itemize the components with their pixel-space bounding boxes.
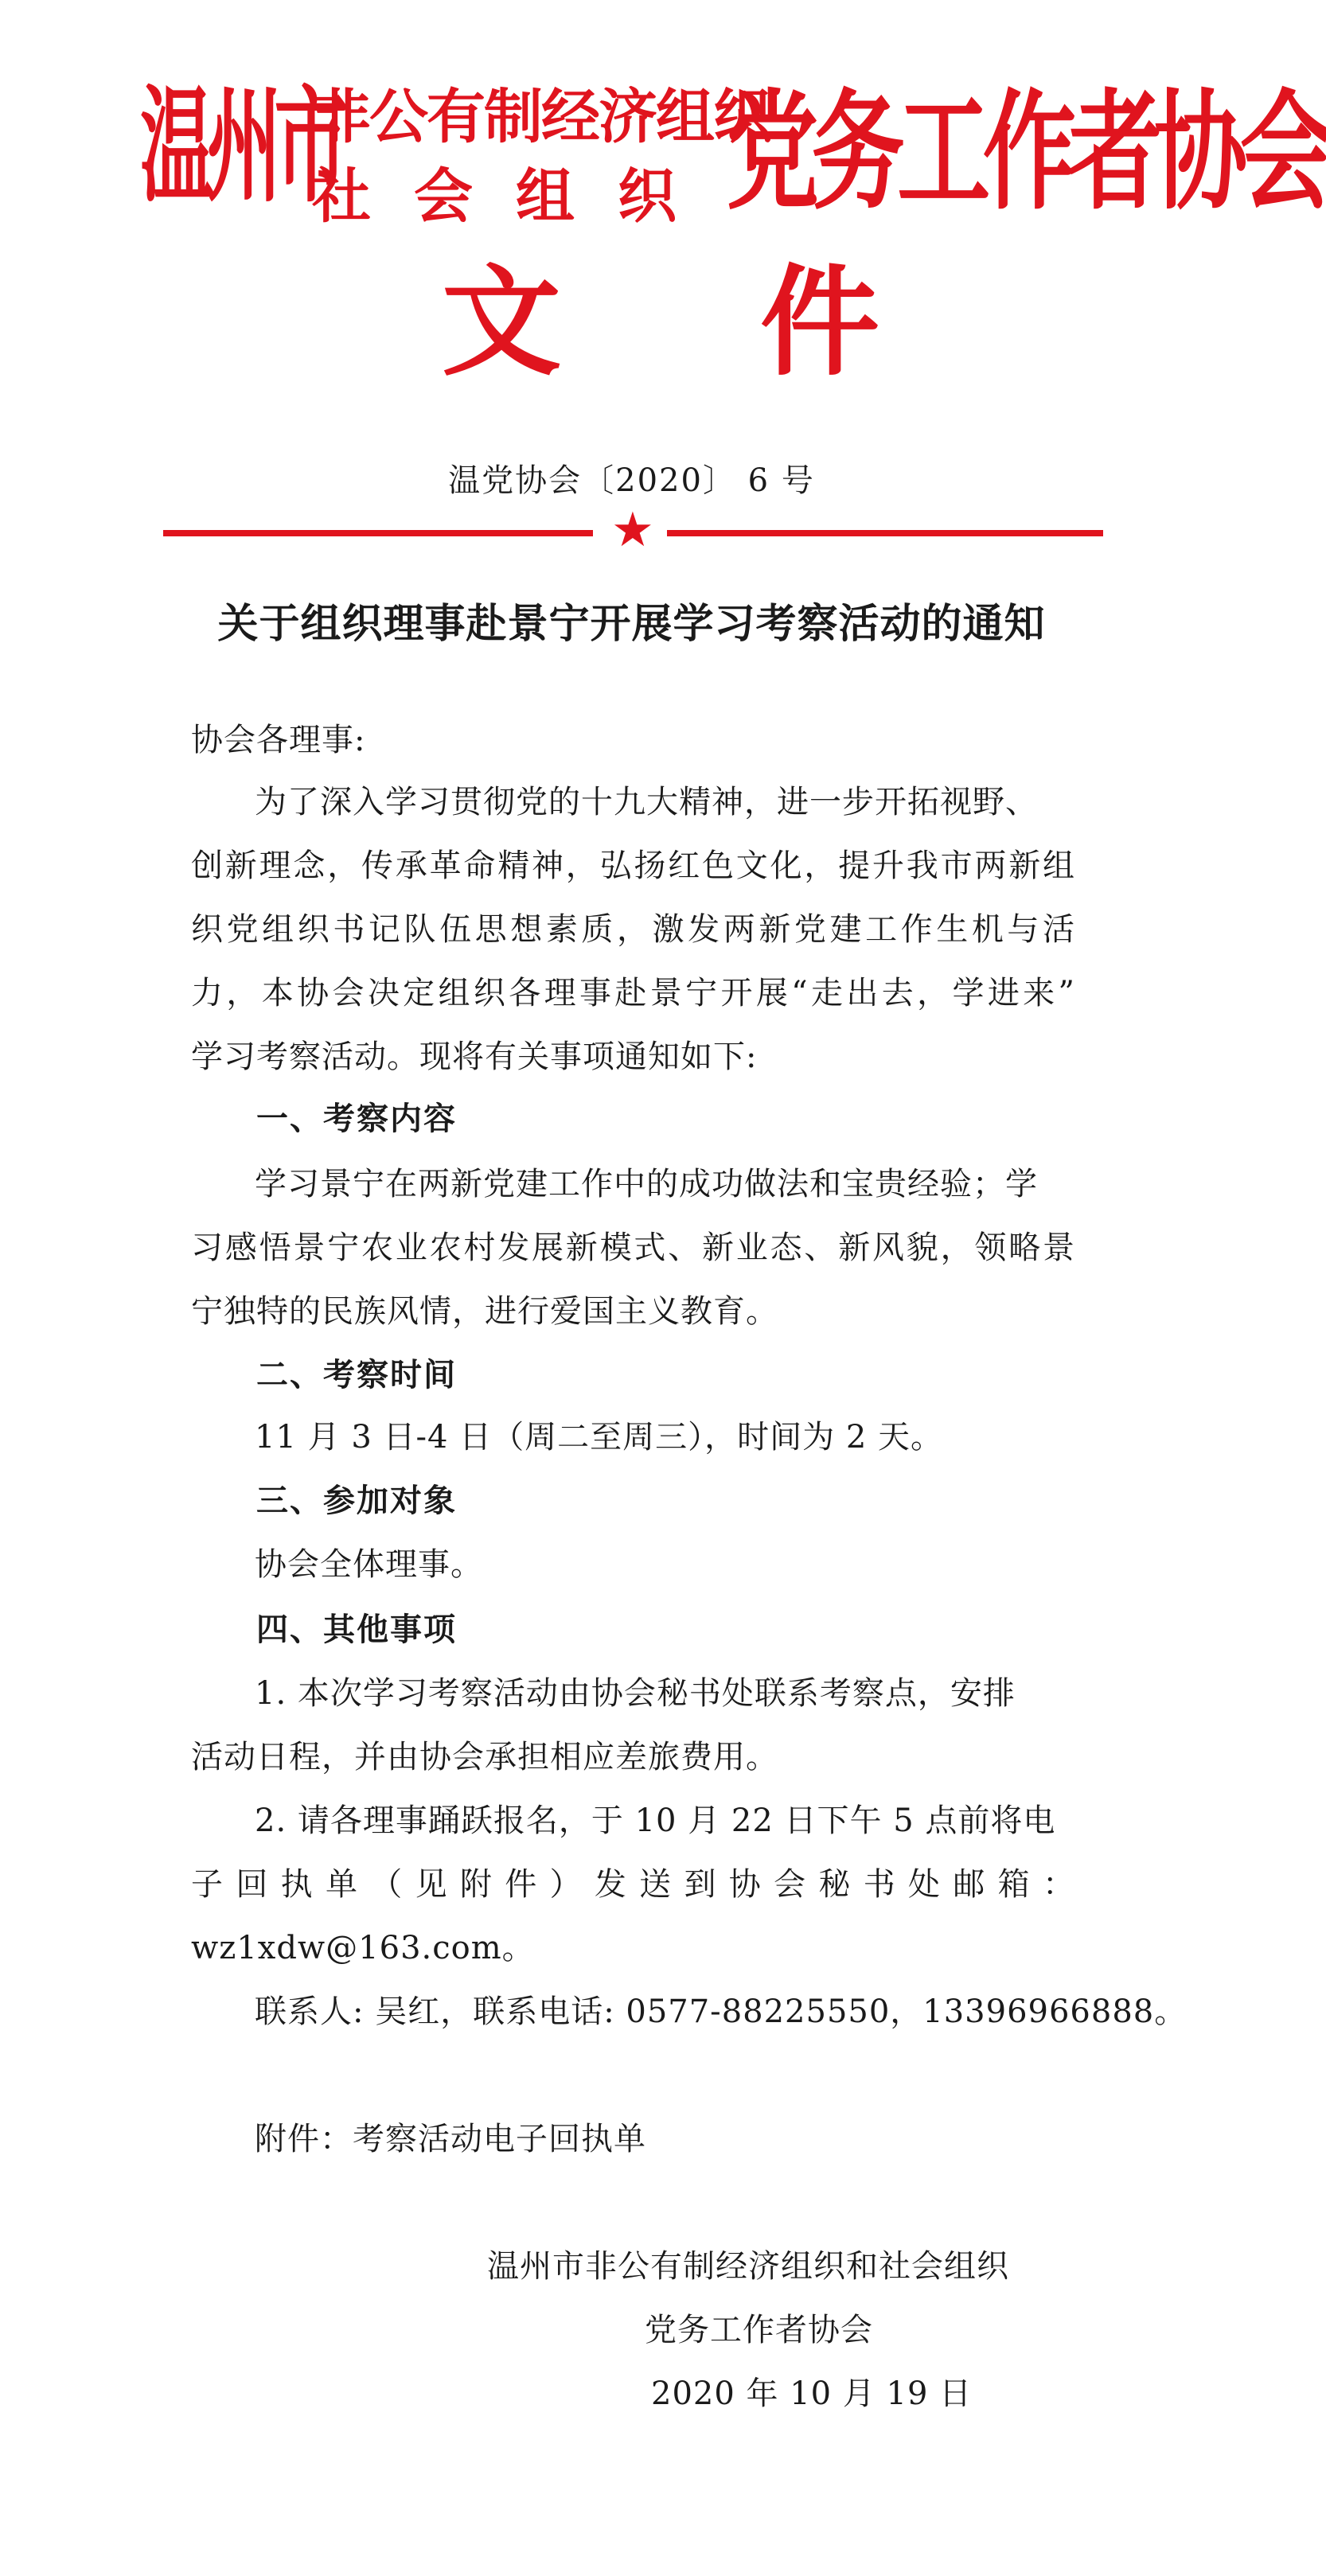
- header-line-1: 非公有制经济组织: [312, 83, 770, 151]
- section-line: 学习景宁在两新党建工作中的成功做法和宝贵经验；学: [255, 1166, 1038, 1202]
- intro-line: 创新理念，传承革命精神，弘扬红色文化，提升我市两新组: [191, 848, 1074, 884]
- intro-line: 织党组织书记队伍思想素质，激发两新党建工作生机与活: [191, 911, 1074, 948]
- section-line: 宁独特的民族风情，进行爱国主义教育。: [191, 1293, 778, 1330]
- email-line: wz1xdw@163.com。: [191, 1930, 535, 1966]
- section-heading: 四、其他事项: [256, 1611, 457, 1648]
- red-rule-right: [667, 530, 1103, 536]
- section-line: 2. 请各理事踊跃报名，于 10 月 22 日下午 5 点前将电: [255, 1802, 1056, 1839]
- section-line: 11 月 3 日-4 日（周二至周三），时间为 2 天。: [255, 1419, 944, 1456]
- section-line: 子回执单（见附件）发送到协会秘书处邮箱：: [191, 1866, 1074, 1903]
- intro-line: 为了深入学习贯彻党的十九大精神，进一步开拓视野、: [255, 784, 1038, 820]
- header-city: 温州市: [140, 72, 341, 220]
- intro-line: 力，本协会决定组织各理事赴景宁开展“走出去，学进来”: [191, 975, 1074, 1011]
- page-title: 关于组织理事赴景宁开展学习考察活动的通知: [217, 600, 1046, 648]
- doc-number: 温党协会〔2020〕 6 号: [448, 462, 815, 499]
- section-heading: 二、考察时间: [256, 1357, 457, 1393]
- signature-date: 2020 年 10 月 19 日: [651, 2375, 973, 2412]
- intro-line: 学习考察活动。现将有关事项通知如下:: [191, 1039, 758, 1075]
- contact-line: 联系人: 吴红，联系电话: 0577-88225550，13396966888。: [255, 1993, 1188, 2030]
- header-association: 党务工作者协会: [726, 76, 1326, 228]
- section-line: 习感悟景宁农业农村发展新模式、新业态、新风貌，领略景: [191, 1230, 1074, 1266]
- attachment-line: 附件：考察活动电子回执单: [255, 2121, 646, 2157]
- star-icon: ★: [611, 502, 654, 558]
- salutation: 协会各理事:: [191, 722, 366, 758]
- section-line: 活动日程，并由协会承担相应差旅费用。: [191, 1739, 778, 1775]
- section-heading: 一、考察内容: [256, 1101, 457, 1137]
- section-line: 1. 本次学习考察活动由协会秘书处联系考察点，安排: [255, 1675, 1016, 1712]
- header-doc-type: 文件: [442, 252, 1079, 392]
- red-rule-left: [163, 530, 593, 536]
- signature-org-line-2: 党务工作者协会: [645, 2312, 873, 2348]
- section-heading: 三、参加对象: [256, 1483, 457, 1519]
- header-line-2: 社会组织: [312, 162, 720, 231]
- section-line: 协会全体理事。: [255, 1546, 483, 1583]
- signature-org-line-1: 温州市非公有制经济组织和社会组织: [487, 2248, 1009, 2285]
